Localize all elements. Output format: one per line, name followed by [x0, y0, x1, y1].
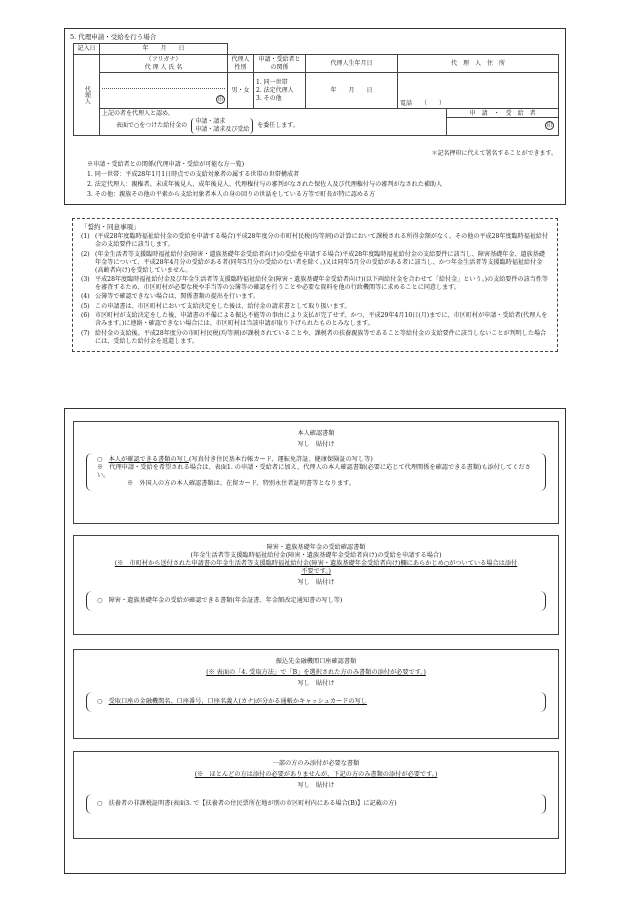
relation-option-3[interactable]: 3. その他 — [256, 94, 282, 102]
identity-foreigner-note: ※ 外国人の方の本人確認書類は、在留カード、特別永住者証明書等となります。 — [127, 480, 355, 488]
partial-attach: 写し 貼付け — [297, 782, 335, 790]
delegate-option-1[interactable]: 申請・請求 — [195, 118, 226, 126]
consent-item: (1) (平成28年度臨時福祉給付金の受給を申請する場合)平成28年度分の市町村民税(均等割)の計算において課税される所得金額がなく、その他の平成28年度臨時福祉給付金の支給要件に該当します。 — [81, 233, 549, 249]
consent-item: (6) 市区町村が支給決定をした後、申請書の不備による振込不能等の事由により支払が完了せず、かつ、平成29年4月10日(月)までに、市区町村が申請・受給者(代理人を含みます。)に連絡・確認できない場合には、市区町村は当該申請が取り下げられたものとみなします。 — [81, 312, 548, 328]
bank-line: 受取口座の金融機関名、口座番号、口座名義人(カナ)が分かる通帳かキャッシュカードの写し — [108, 698, 367, 706]
consent-box — [72, 218, 558, 352]
identity-title: 本人確認書類 — [297, 430, 335, 437]
relation-note-3: 3. その他：親族その他の平素から支給対象者本人の身の回りの世話をしている方等で町長が特に認める方 — [87, 190, 376, 198]
fill-date-value[interactable]: 年 月 日 — [100, 44, 228, 55]
bank-bracket: ○ 受取口座の金融機関名、口座番号、口座名義人(カナ)が分かる通帳かキャッシュカードの写し — [86, 692, 546, 712]
identity-proxy-note: ※ 代理申請・受給を希望される場合は、表面1. の申請・受給者に加え、代理人の本人確認書類(必要に応じて代理関係を確認できる書類)も添付してください。 — [97, 464, 531, 480]
gender-value[interactable]: 男・女 — [228, 73, 254, 109]
consent-item: (3) 平成28年度臨時福祉給付金及び年金生活者等支援臨時福祉給付金(障害・遺族基礎年金受給者向け)(以下両給付金を合わせて「給付金」という。)の支給要件の該当性等を審査するため、市区町村が必要な税や手当等の公簿等の確認を行うことや必要な資料を他の行政機関等に求めることに同意します。 — [81, 276, 548, 291]
agent-vertical-label: 代理人 — [74, 54, 100, 135]
phone-label: 電話 （ ） — [400, 99, 446, 107]
consent-item: (5) この申請書は、市区町村において支給決定をした後は、給付金の請求書として取り扱います。 — [81, 302, 351, 310]
bank-doc-box[interactable] — [73, 649, 559, 739]
section-title: 5. 代理申請・受給を行う場合 — [70, 33, 157, 41]
applicant-seal: 印 — [546, 123, 553, 130]
birth-value[interactable]: 年 月 日 — [306, 73, 398, 109]
pension-title: 障害・遺族基礎年金の受給確認書類 — [266, 544, 366, 551]
partial-title: 一部の方のみ添付が必要な書類 — [272, 760, 360, 767]
address-input[interactable] — [398, 73, 559, 109]
pension-line: ○ 障害・遺族基礎年金の受給が確認できる書類(年金証書、年金額改定通知書の写し等) — [97, 597, 343, 605]
attachments-section — [64, 408, 566, 874]
relation-option-2[interactable]: 2. 法定代理人 — [256, 86, 294, 94]
delegate-line2: 表面で○をつけた給付金の — [116, 122, 188, 130]
identity-doc-box[interactable] — [73, 421, 559, 524]
applicant-signature-field[interactable] — [447, 118, 558, 134]
consent-title: 「誓約・同意事項」 — [81, 223, 140, 231]
relation-notes — [87, 159, 557, 199]
identity-attach: 写し 貼付け — [297, 441, 335, 449]
partial-doc-box[interactable] — [73, 751, 559, 839]
identity-bracket: ○ 本人が確認できる書類の写し(写真付き住民基本台帳カード、運転免許証、健康保険証の写し等) ※ 代理申請・受給を希望される場合は、表面1. の申請・受給者に加え、代理人の本人確認書類(必要に応じて代理関係を確認できる書類)も添付してください。 ※ 外国人の方の本人確認書類は、在留カード、特別永住者証明書等となります。 — [86, 453, 546, 491]
relation-note-2: 2. 法定代理人：親権者、未成年後見人、成年後見人、代理権付与の審判がなされた保佐人及び代理権付与の審判がなされた補助人 — [87, 180, 443, 188]
applicant-header: 申 請 ・ 受 給 者 — [447, 110, 558, 119]
furigana-label: （フリガナ） — [145, 55, 182, 63]
pension-doc-box[interactable] — [73, 535, 559, 635]
address-header: 代 理 人 住 所 — [398, 54, 559, 73]
partial-note: (※ ほとんどの方は添付の必要がありませんが、下記の方のみ書類の添付が必要です。) — [194, 771, 438, 779]
consent-item: (7) 給付金の支給後、平成28年度分の市町村民税(均等割)が課税されていることや、課税者の扶養親族等であること等給付金の支給要件に該当しないことが判明した場合には、受給した給付金を返還します。 — [81, 329, 547, 345]
relation-note-1: 1. 同一世帯：平成28年1月1日時点での支給対象者の属する世帯の世帯構成者 — [87, 170, 300, 178]
partial-bracket — [86, 794, 546, 814]
signature-note: ＊記名押印に代えて署名することができます。 — [431, 150, 557, 157]
proxy-application-section — [64, 28, 566, 205]
furigana-input[interactable] — [102, 79, 225, 89]
consent-section — [64, 214, 566, 404]
pension-attach: 写し 貼付け — [297, 579, 335, 587]
pension-note: (※ 市町村から送付された申請書の年金生活者等支援臨時福祉給付金(障害・遺族基礎年金受給者向け)欄にあらかじめ○がついている場合は添付不要です。) — [114, 560, 518, 576]
relation-header: 申請・受給者との関係 — [254, 54, 306, 73]
bank-note: (※ 表面の「4. 受取方法」で「B」を選択された方のみ書類の添付が必要です。) — [206, 669, 426, 677]
relation-option-1[interactable]: 1. 同一世帯 — [256, 79, 288, 87]
partial-line: ○ 扶養者の非課税証明書(表面3. で【扶養者の住民票所在地が別の市区町村内にある場合(B)】に記載の方) — [97, 800, 397, 808]
pension-bracket — [86, 591, 546, 611]
identity-required-doc: 本人が確認できる書類の写し — [108, 456, 190, 464]
delegate-suffix: を委任します。 — [257, 122, 299, 130]
agent-name-header: 代 理 人 氏 名 — [144, 63, 183, 71]
bank-title: 振込先金融機関口座確認書類 — [275, 658, 357, 665]
consent-item: (4) 公簿等で確認できない場合は、関係書類の提出を行います。 — [81, 293, 260, 301]
delegate-option-2[interactable]: 申請・請求及び受給 — [195, 125, 250, 133]
birth-header: 代理人生年月日 — [306, 54, 398, 73]
fill-date-label: 記入日 — [74, 44, 100, 55]
delegate-options — [191, 118, 253, 134]
consent-item: (2) (年金生活者等支援臨時福祉給付金(障害・遺族基礎年金受給者向け)の受給を申請する場合)平成28年度臨時福祉給付金の支給要件に該当し、障害基礎年金、遺族基礎年金等について、平成28年4月分の受給がある者(同年5月分の受給のない者を除く。)又は同年5月分の受給がある者に該当し、かつ年金生活者等支援臨時福祉給付金(高齢者向け)を受給していません。 — [81, 250, 545, 274]
seal-mark: 印 — [217, 97, 224, 104]
relation-notes-title: ※申請・受給者との関係(代理申請・受給が可能な方一覧) — [87, 161, 245, 168]
bank-attach: 写し 貼付け — [297, 680, 335, 688]
proxy-table — [73, 43, 559, 136]
pension-subtitle: (年金生活者等支援臨時福祉給付金(障害・遺族基礎年金受給者向け)の受給を申請する場合) — [190, 552, 442, 560]
gender-header: 代理人性別 — [228, 54, 254, 73]
delegate-line1: 上記の者を代理人と認め、 — [102, 110, 174, 118]
